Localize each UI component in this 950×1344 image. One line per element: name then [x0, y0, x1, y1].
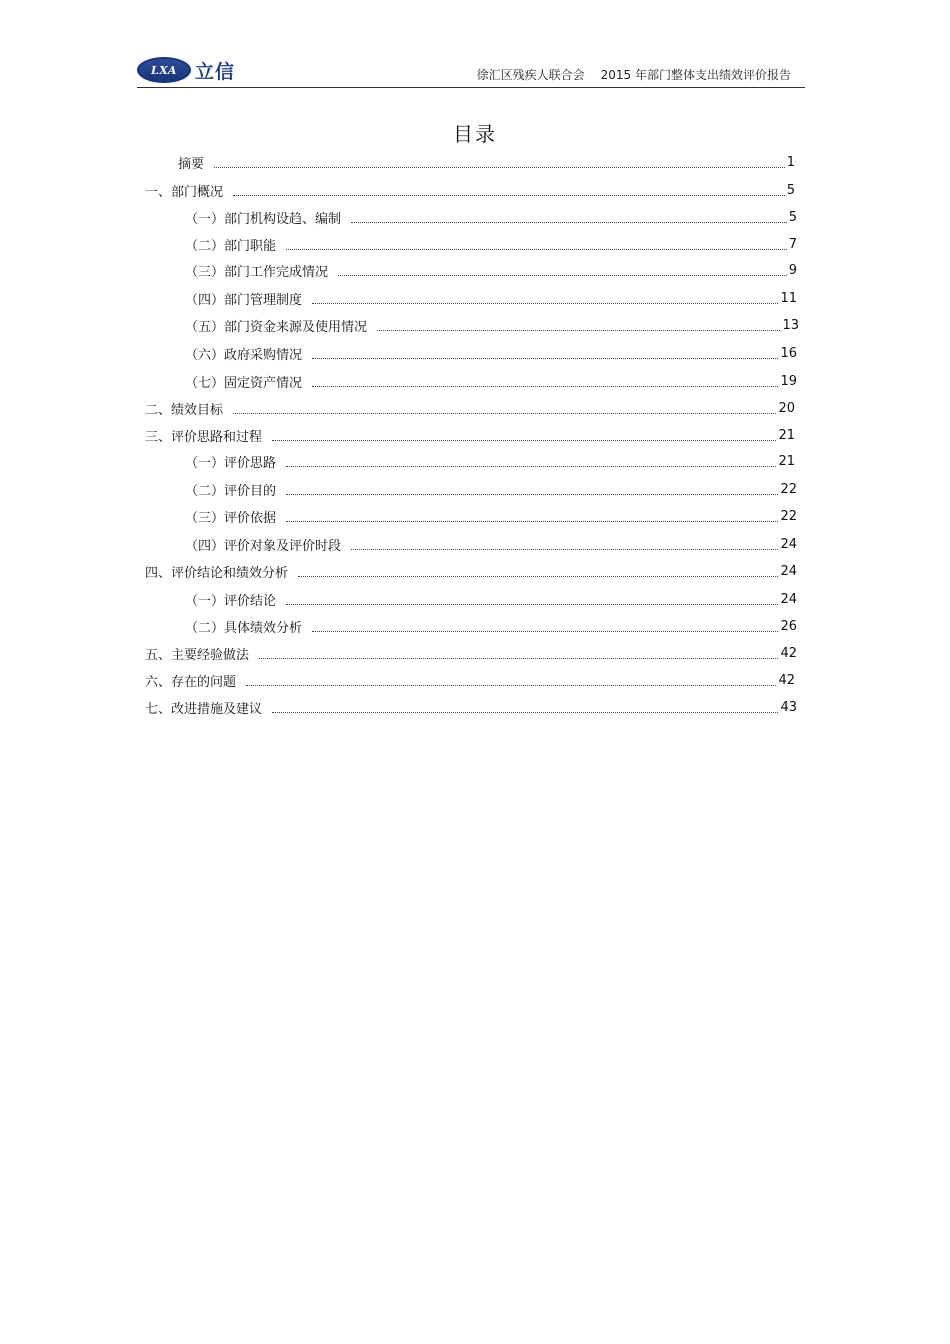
- toc-entry-label: （七）固定资产情况: [185, 375, 303, 391]
- toc-entry[interactable]: [185, 451, 795, 471]
- toc-entry-label: （二）具体绩效分析: [185, 620, 303, 636]
- toc-entry[interactable]: [185, 234, 797, 254]
- toc-entry-label: （六）政府采购情况: [185, 347, 303, 363]
- toc-leader-dots: [312, 630, 778, 632]
- toc-entry-label: （一）评价结论: [185, 593, 277, 609]
- toc-leader-dots: [286, 465, 776, 467]
- toc-leader-dots: [286, 520, 778, 522]
- toc-leader-dots: [233, 412, 776, 414]
- toc-entry[interactable]: [178, 152, 795, 172]
- toc-entry-label: （三）评价依据: [185, 510, 277, 526]
- toc-leader-dots: [351, 221, 787, 223]
- toc-leader-dots: [286, 493, 778, 495]
- logo-mark: LXA: [151, 63, 177, 77]
- toc-entry-label: 三、评价思路和过程: [145, 429, 263, 445]
- toc-leader-dots: [298, 575, 778, 577]
- toc-entry[interactable]: [185, 315, 799, 335]
- toc-entry-page: 5: [786, 182, 795, 198]
- toc-leader-dots: [214, 166, 785, 168]
- logo-text: 立信: [195, 60, 236, 83]
- logo-emblem-icon: [137, 57, 191, 83]
- toc-entry[interactable]: [145, 425, 795, 445]
- toc-entry-label: 一、部门概况: [145, 184, 224, 200]
- toc-entry-page: 24: [780, 591, 797, 607]
- toc-leader-dots: [259, 657, 778, 659]
- toc-entry[interactable]: [185, 207, 797, 227]
- toc-entry[interactable]: [185, 479, 797, 499]
- toc-entry[interactable]: [185, 371, 797, 391]
- toc-title: 目录: [453, 122, 497, 146]
- toc-entry-label: （四）部门管理制度: [185, 292, 303, 308]
- toc-entry-page: 24: [780, 563, 797, 579]
- toc-entry-label: 二、绩效目标: [145, 402, 224, 418]
- toc-leader-dots: [272, 439, 776, 441]
- toc-entry-page: 21: [778, 427, 795, 443]
- toc-entry-label: （一）评价思路: [185, 455, 277, 471]
- toc-leader-dots: [351, 548, 778, 550]
- toc-entry[interactable]: [145, 561, 797, 581]
- toc-entry[interactable]: [145, 643, 797, 663]
- toc-entry-page: 11: [780, 290, 797, 306]
- toc-leader-dots: [377, 329, 780, 331]
- toc-entry[interactable]: [145, 398, 795, 418]
- toc-entry-label: 四、评价结论和绩效分析: [145, 565, 289, 581]
- toc-entry[interactable]: [185, 589, 797, 609]
- toc-entry-label: （四）评价对象及评价时段: [185, 538, 342, 554]
- toc-entry-label: （一）部门机构设趋、编制: [185, 211, 342, 227]
- header-org: 徐汇区残疾人联合会: [476, 68, 585, 82]
- toc-entry[interactable]: [145, 697, 797, 717]
- page-header: [137, 56, 805, 90]
- toc-entry-page: 7: [788, 236, 797, 252]
- toc-leader-dots: [272, 711, 778, 713]
- toc-entry-page: 22: [780, 508, 797, 524]
- toc-leader-dots: [286, 248, 787, 250]
- header-title: [477, 66, 791, 83]
- header-report: 2015 年部门整体支出绩效评价报告: [600, 68, 791, 82]
- toc-entry[interactable]: [185, 534, 797, 554]
- toc-leader-dots: [233, 194, 785, 196]
- toc-entry-page: 9: [788, 262, 797, 278]
- toc-leader-dots: [312, 385, 778, 387]
- toc-entry-page: 22: [780, 481, 797, 497]
- toc-entry-page: 42: [778, 672, 795, 688]
- toc-entry-page: 1: [786, 154, 795, 170]
- toc-leader-dots: [312, 302, 778, 304]
- toc-leader-dots: [338, 274, 787, 276]
- toc-entry-page: 26: [780, 618, 797, 634]
- toc-entry-label: （三）部门工作完成情况: [185, 264, 329, 280]
- toc-entry[interactable]: [185, 288, 797, 308]
- toc-entry[interactable]: [145, 180, 795, 200]
- toc-entry-label: 摘要: [178, 156, 205, 172]
- company-logo: [137, 56, 235, 84]
- toc-entry-label: 七、改进措施及建议: [145, 701, 263, 717]
- toc-entry-page: 19: [780, 373, 797, 389]
- toc-entry-page: 13: [782, 317, 799, 333]
- toc-entry-page: 21: [778, 453, 795, 469]
- toc-entry-page: 42: [780, 645, 797, 661]
- toc-entry-label: （二）评价目的: [185, 483, 277, 499]
- toc-entry-page: 20: [778, 400, 795, 416]
- toc-entry[interactable]: [185, 616, 797, 636]
- toc-entry[interactable]: [145, 670, 795, 690]
- toc-leader-dots: [246, 684, 776, 686]
- toc-leader-dots: [312, 357, 778, 359]
- toc-entry-page: 5: [788, 209, 797, 225]
- header-divider: [137, 87, 805, 88]
- toc-entry-label: （五）部门资金来源及使用情况: [185, 319, 368, 335]
- toc-entry-label: 五、主要经验做法: [145, 647, 250, 663]
- toc-entry-page: 24: [780, 536, 797, 552]
- toc-entry[interactable]: [185, 260, 797, 280]
- toc-entry[interactable]: [185, 506, 797, 526]
- toc-entry-label: 六、存在的问题: [145, 674, 237, 690]
- toc-entry[interactable]: [185, 343, 797, 363]
- toc-leader-dots: [286, 603, 778, 605]
- toc-entry-page: 43: [780, 699, 797, 715]
- toc-entry-page: 16: [780, 345, 797, 361]
- toc-entry-label: （二）部门职能: [185, 238, 277, 254]
